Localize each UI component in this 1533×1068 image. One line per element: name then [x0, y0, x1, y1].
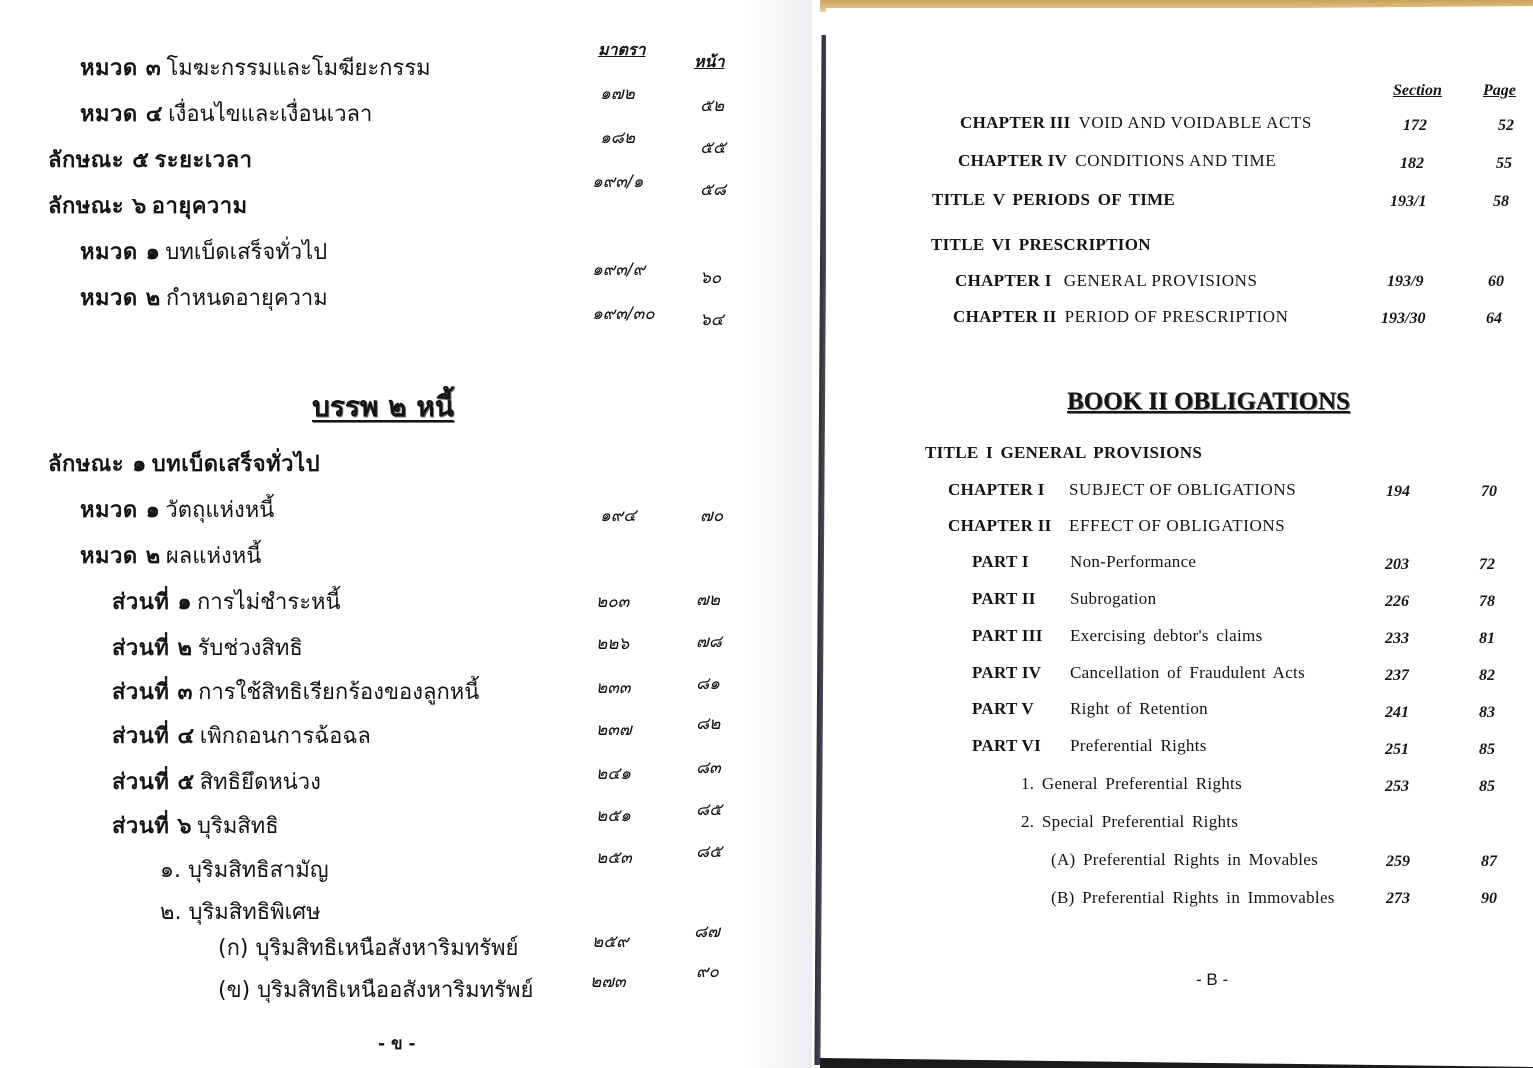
- page-number: ๕๒: [700, 96, 725, 116]
- page-number: 85: [1479, 778, 1495, 795]
- section-number: 203: [1385, 556, 1409, 573]
- page-number: 70: [1481, 483, 1497, 500]
- page-number: 83: [1479, 704, 1495, 721]
- page-number: 60: [1488, 273, 1504, 290]
- toc-entry[interactable]: CHAPTER I SUBJECT OF OBLIGATIONS: [948, 480, 1297, 499]
- toc-entry[interactable]: ลักษณะ ๖ อายุความ: [48, 194, 248, 219]
- section-number: 193/1: [1390, 193, 1427, 210]
- page-column-header: Page: [1483, 82, 1516, 99]
- page-footer-number: - B -: [1196, 970, 1229, 989]
- toc-entry[interactable]: ส่วนที่ ๒ รับช่วงสิทธิ: [112, 636, 303, 661]
- page-number: ๘๒: [696, 714, 721, 734]
- section-number: ๑๙๓/๙: [592, 260, 646, 280]
- section-number: ๒๕๓: [596, 848, 632, 868]
- page-number: 78: [1479, 593, 1495, 610]
- toc-entry[interactable]: หมวด ๒ กำหนดอายุความ: [80, 286, 328, 311]
- toc-entry[interactable]: TITLE VI PRESCRIPTION: [931, 235, 1151, 254]
- toc-entry[interactable]: CHAPTER II PERIOD OF PRESCRIPTION: [953, 307, 1289, 326]
- toc-entry[interactable]: CHAPTER III VOID AND VOIDABLE ACTS: [960, 113, 1312, 132]
- toc-entry[interactable]: ส่วนที่ ๔ เพิกถอนการฉ้อฉล: [112, 724, 371, 749]
- page-number: ๖๐: [700, 268, 722, 288]
- toc-entry[interactable]: (ข) บุริมสิทธิเหนืออสังหาริมทรัพย์: [218, 978, 534, 1003]
- page-number: ๘๑: [696, 674, 720, 694]
- section-number: ๒๒๖: [596, 634, 630, 654]
- page-number: 82: [1479, 667, 1495, 684]
- section-number: 259: [1386, 853, 1410, 870]
- toc-entry[interactable]: ๒. บุริมสิทธิพิเศษ: [160, 900, 321, 925]
- section-number: 172: [1403, 117, 1427, 134]
- toc-entry[interactable]: CHAPTER II EFFECT OF OBLIGATIONS: [948, 516, 1286, 535]
- section-number: 193/30: [1381, 310, 1426, 327]
- page-number: ๘๓: [696, 758, 721, 778]
- toc-entry[interactable]: ลักษณะ ๕ ระยะเวลา: [48, 148, 253, 173]
- toc-entry[interactable]: หมวด ๑ วัตถุแห่งหนี้: [80, 498, 275, 523]
- section-number: 182: [1400, 155, 1424, 172]
- section-number: 193/9: [1387, 273, 1424, 290]
- section-number: 233: [1385, 630, 1409, 647]
- toc-entry[interactable]: 2. Special Preferential Rights: [1021, 812, 1239, 831]
- toc-entry[interactable]: หมวด ๔ เงื่อนไขและเงื่อนเวลา: [80, 102, 373, 127]
- page-number: ๘๕: [696, 800, 722, 820]
- page-number: 85: [1479, 741, 1495, 758]
- page-number: 72: [1479, 556, 1495, 573]
- book-title: BOOK II OBLIGATIONS: [1067, 388, 1350, 415]
- page-number: ๕๕: [700, 138, 726, 158]
- toc-entry[interactable]: PART VI Preferential Rights: [972, 736, 1207, 755]
- section-number: ๒๕๑: [596, 806, 631, 826]
- section-number: ๒๐๓: [596, 592, 630, 612]
- page-edge-bottom: [820, 1058, 1533, 1068]
- toc-entry[interactable]: PART I Non-Performance: [972, 552, 1197, 571]
- section-number: 273: [1386, 890, 1410, 907]
- toc-entry[interactable]: CHAPTER IV CONDITIONS AND TIME: [958, 151, 1277, 170]
- section-number: 241: [1385, 704, 1409, 721]
- section-number: 226: [1385, 593, 1409, 610]
- page-number: ๖๔: [700, 310, 724, 330]
- section-number: 251: [1385, 741, 1409, 758]
- toc-entry[interactable]: PART IV Cancellation of Fraudulent Acts: [972, 663, 1305, 682]
- toc-entry[interactable]: หมวด ๑ บทเบ็ดเสร็จทั่วไป: [80, 240, 328, 265]
- section-number: ๒๓๗: [596, 720, 632, 740]
- toc-entry[interactable]: PART V Right of Retention: [972, 699, 1208, 718]
- section-number: ๑๘๒: [600, 128, 636, 148]
- page-number: ๙๐: [696, 962, 719, 982]
- page-number: 90: [1481, 890, 1497, 907]
- toc-entry[interactable]: 1. General Preferential Rights: [1021, 774, 1242, 793]
- toc-entry[interactable]: ลักษณะ ๑ บทเบ็ดเสร็จทั่วไป: [48, 452, 321, 477]
- page-number: 81: [1479, 630, 1495, 647]
- page-number: ๘๗: [694, 922, 720, 942]
- section-number: ๑๙๓/๑: [592, 172, 644, 192]
- page-number: ๗๒: [696, 590, 720, 610]
- page-number: 55: [1496, 155, 1512, 172]
- section-number: ๒๓๓: [596, 678, 631, 698]
- toc-entry[interactable]: หมวด ๓ โมฆะกรรมและโมฆียะกรรม: [80, 56, 431, 81]
- page-number: ๗๘: [696, 632, 722, 652]
- page-number: ๕๘: [700, 180, 726, 200]
- toc-entry[interactable]: ๑. บุริมสิทธิสามัญ: [160, 858, 329, 883]
- section-number: ๒๕๙: [592, 932, 629, 952]
- toc-entry[interactable]: PART II Subrogation: [972, 589, 1157, 608]
- toc-entry[interactable]: (B) Preferential Rights in Immovables: [1051, 888, 1335, 907]
- toc-entry[interactable]: (A) Preferential Rights in Movables: [1051, 850, 1319, 869]
- section-column-header: Section: [1393, 82, 1442, 99]
- page-number: 52: [1498, 117, 1514, 134]
- section-number: ๑๙๓/๓๐: [592, 304, 655, 324]
- section-number: 237: [1385, 667, 1409, 684]
- section-number: ๒๗๓: [590, 972, 626, 992]
- toc-entry[interactable]: ส่วนที่ ๓ การใช้สิทธิเรียกร้องของลูกหนี้: [112, 680, 480, 705]
- section-number: ๒๔๑: [596, 764, 631, 784]
- toc-entry[interactable]: ส่วนที่ ๑ การไม่ชำระหนี้: [112, 590, 341, 615]
- section-column-header: มาตรา: [598, 40, 646, 59]
- page-footer-number: - ข -: [378, 1034, 416, 1054]
- section-number: 253: [1385, 778, 1409, 795]
- toc-entry[interactable]: (ก) บุริมสิทธิเหนือสังหาริมทรัพย์: [218, 936, 519, 961]
- section-number: 194: [1386, 483, 1410, 500]
- page-number: ๗๐: [700, 506, 724, 526]
- toc-entry[interactable]: CHAPTER I GENERAL PROVISIONS: [955, 271, 1258, 290]
- book-title: บรรพ ๒ หนี้: [312, 390, 454, 423]
- toc-entry[interactable]: PART III Exercising debtor's claims: [972, 626, 1263, 645]
- toc-entry[interactable]: TITLE I GENERAL PROVISIONS: [925, 443, 1203, 462]
- page-number: 87: [1481, 853, 1497, 870]
- page-number: 64: [1486, 310, 1502, 327]
- page-number: 58: [1493, 193, 1509, 210]
- section-number: ๑๙๔: [600, 506, 637, 526]
- toc-entry[interactable]: หมวด ๒ ผลแห่งหนี้: [80, 544, 262, 569]
- page-column-header: หน้า: [694, 52, 725, 71]
- toc-entry[interactable]: TITLE V PERIODS OF TIME: [932, 190, 1176, 209]
- page-number: ๘๕: [696, 842, 722, 862]
- toc-entry[interactable]: ส่วนที่ ๖ บุริมสิทธิ: [112, 814, 279, 839]
- section-number: ๑๗๒: [600, 84, 635, 104]
- toc-entry[interactable]: ส่วนที่ ๕ สิทธิยึดหน่วง: [112, 770, 321, 795]
